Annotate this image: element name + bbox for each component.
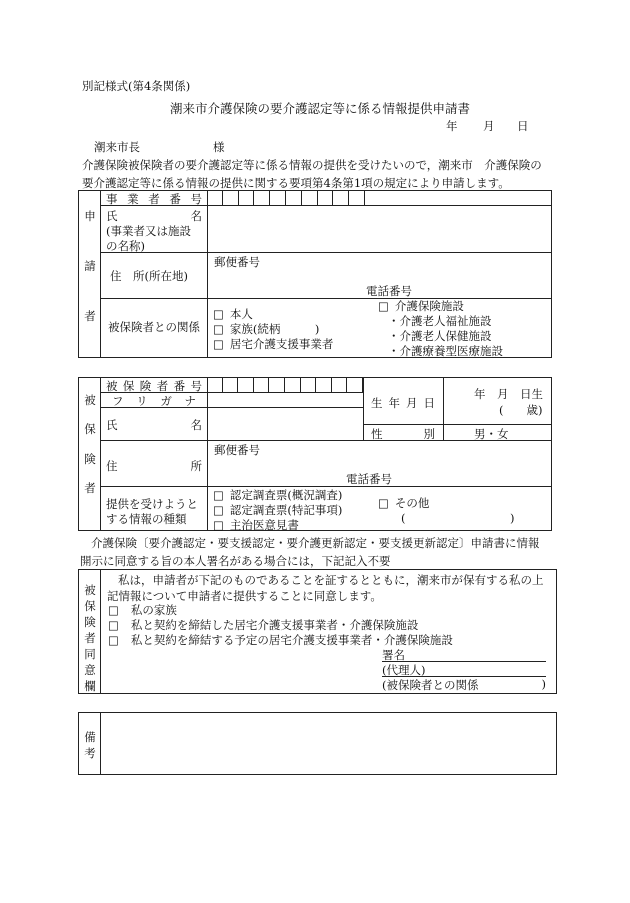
relation-label: 被保険者との関係 <box>108 320 200 334</box>
applicant-name-label: 氏 名 <box>106 209 202 223</box>
checkbox[interactable]: □ <box>378 496 389 510</box>
consent-section-char: 同 <box>84 647 96 661</box>
remarks-field[interactable] <box>104 715 554 772</box>
applicant-section-char: 者 <box>84 309 96 323</box>
intro-text-line1: 介護保険被保険者の要介護認定等に係る情報の提供を受けたいので，潮来市 介護保険の <box>82 158 542 172</box>
info-type-label-line2: する情報の種類 <box>106 512 187 526</box>
insured-name-field[interactable] <box>210 409 360 439</box>
age-field[interactable]: ( 歳) <box>499 403 543 417</box>
other-paren-close: ) <box>510 511 515 525</box>
relation-option-family[interactable]: □ 家族(続柄 ) <box>213 322 320 336</box>
insured-name-label: 氏 名 <box>106 418 202 432</box>
insured-address-label: 住 所 <box>106 459 202 473</box>
remarks-char: 考 <box>84 746 96 760</box>
consent-section-header <box>82 582 98 693</box>
consent-option-family[interactable]: □ 私の家族 <box>108 603 177 617</box>
relation-close-label: ) <box>541 677 546 691</box>
proxy-field[interactable] <box>382 662 546 677</box>
info-option-doctor-opinion[interactable]: □ 主治医意見書 <box>213 518 299 532</box>
other-detail-field[interactable] <box>412 510 504 524</box>
checkbox[interactable]: □ <box>108 603 119 617</box>
remarks-header <box>82 729 98 761</box>
checkbox[interactable]: □ <box>213 488 224 502</box>
consent-text-line1: 私は，申請者が下記のものであることを証するとともに，潮来市が保有する私の上 <box>118 573 544 587</box>
relation-open-label: (被保険者との関係 <box>382 678 479 692</box>
facility-type-1: ・介護老人福祉施設 <box>388 314 492 328</box>
consent-section-char: 険 <box>84 615 96 629</box>
form-title: 潮来市介護保険の要介護認定等に係る情報提供申請書 <box>170 101 471 116</box>
insured-number-input[interactable] <box>207 377 363 392</box>
info-option-survey-general[interactable]: □ 認定調査票(概況調査) <box>213 488 343 502</box>
consent-section-char: 欄 <box>84 679 96 693</box>
signature-label: 署名 <box>382 648 405 662</box>
applicant-section-char: 請 <box>84 259 96 273</box>
consent-option-planned[interactable]: □ 私と契約を締結する予定の居宅介護支援事業者・介護保険施設 <box>108 633 453 647</box>
applicant-phone-label: 電話番号 <box>366 284 412 298</box>
checkbox[interactable]: □ <box>213 518 224 532</box>
date-day-label: 日 <box>517 119 529 133</box>
applicant-name-note2: の名称) <box>106 239 145 253</box>
signature-field[interactable] <box>382 647 546 662</box>
applicant-section-header <box>82 208 98 324</box>
checkbox[interactable]: □ <box>213 307 224 321</box>
relation-option-facility[interactable]: □ 介護保険施設 <box>378 299 464 313</box>
info-option-other[interactable]: □ その他 <box>378 496 430 510</box>
insured-section-header <box>82 392 98 496</box>
applicant-address-label: 住 所(所在地) <box>110 269 188 283</box>
birthdate-field[interactable]: 年 月 日生 <box>474 387 543 401</box>
business-number-label: 事 業 者 番 号 <box>106 192 202 206</box>
consent-option-contracted[interactable]: □ 私と契約を締結した居宅介護支援事業者・介護保険施設 <box>108 618 419 632</box>
checkbox[interactable]: □ <box>213 322 224 336</box>
insured-postal-label: 郵便番号 <box>214 443 260 457</box>
checkbox[interactable]: □ <box>213 503 224 517</box>
addressee: 潮来市長 <box>94 140 140 154</box>
checkbox[interactable]: □ <box>108 633 119 647</box>
consent-section-char: 意 <box>84 663 96 677</box>
sex-field[interactable]: 男・女 <box>474 427 509 441</box>
applicant-name-field[interactable] <box>210 207 550 251</box>
applicant-section-char: 申 <box>84 209 96 223</box>
insured-section-char: 保 <box>84 422 96 437</box>
insured-address-field[interactable] <box>210 456 550 470</box>
applicant-name-note1: (事業者又は施設 <box>106 224 191 238</box>
furigana-label: フ リ ガ ナ <box>112 394 196 408</box>
relation-option-care-manager[interactable]: □ 居宅介護支援事業者 <box>213 337 334 351</box>
applicant-postal-label: 郵便番号 <box>214 255 260 269</box>
date-month-label: 月 <box>483 119 495 133</box>
intro-text-line2: 要介護認定等に係る情報の提供に関する要項第4条第1項の規定により申請します。 <box>82 176 510 190</box>
birthdate-label: 生 年 月 日 <box>371 396 435 410</box>
facility-type-2: ・介護老人保健施設 <box>388 329 492 343</box>
consent-section-char: 者 <box>84 631 96 645</box>
sex-label: 性 別 <box>371 427 435 441</box>
facility-type-3: ・介護療養型医療施設 <box>388 344 503 358</box>
other-paren-open: ( <box>401 511 406 525</box>
applicant-address-field[interactable] <box>210 268 550 282</box>
checkbox[interactable]: □ <box>378 299 389 313</box>
proxy-label: (代理人) <box>382 663 426 677</box>
note-line2: 開示に同意する旨の本人署名がある場合には，下記記入不要 <box>80 554 391 568</box>
note-line1: 介護保険〔要介護認定・要支援認定・要介護更新認定・要支援更新認定〕申請書に情報 <box>91 536 540 550</box>
addressee-honorific: 様 <box>213 140 225 154</box>
consent-section-char: 保 <box>84 599 96 613</box>
remarks-char: 備 <box>84 730 96 744</box>
business-number-input[interactable] <box>207 190 365 205</box>
form-reference: 別記様式(第4条関係) <box>82 79 191 93</box>
consent-section-char: 被 <box>84 583 96 597</box>
furigana-field[interactable] <box>210 393 360 406</box>
checkbox[interactable]: □ <box>213 337 224 351</box>
date-year-label: 年 <box>446 119 458 133</box>
info-option-survey-special[interactable]: □ 認定調査票(特記事項) <box>213 503 343 517</box>
relation-field[interactable] <box>382 677 546 693</box>
checkbox[interactable]: □ <box>108 618 119 632</box>
insured-section-char: 者 <box>84 480 96 495</box>
insured-section-char: 険 <box>84 451 96 466</box>
insured-phone-label: 電話番号 <box>346 472 392 486</box>
info-type-label-line1: 提供を受けようと <box>106 497 198 511</box>
insured-section-char: 被 <box>84 393 96 407</box>
consent-text-line2: 記情報について申請者に提供することに同意します。 <box>107 589 382 603</box>
relation-option-self[interactable]: □ 本人 <box>213 307 253 321</box>
insured-number-label: 被 保 険 者 番 号 <box>106 379 202 393</box>
